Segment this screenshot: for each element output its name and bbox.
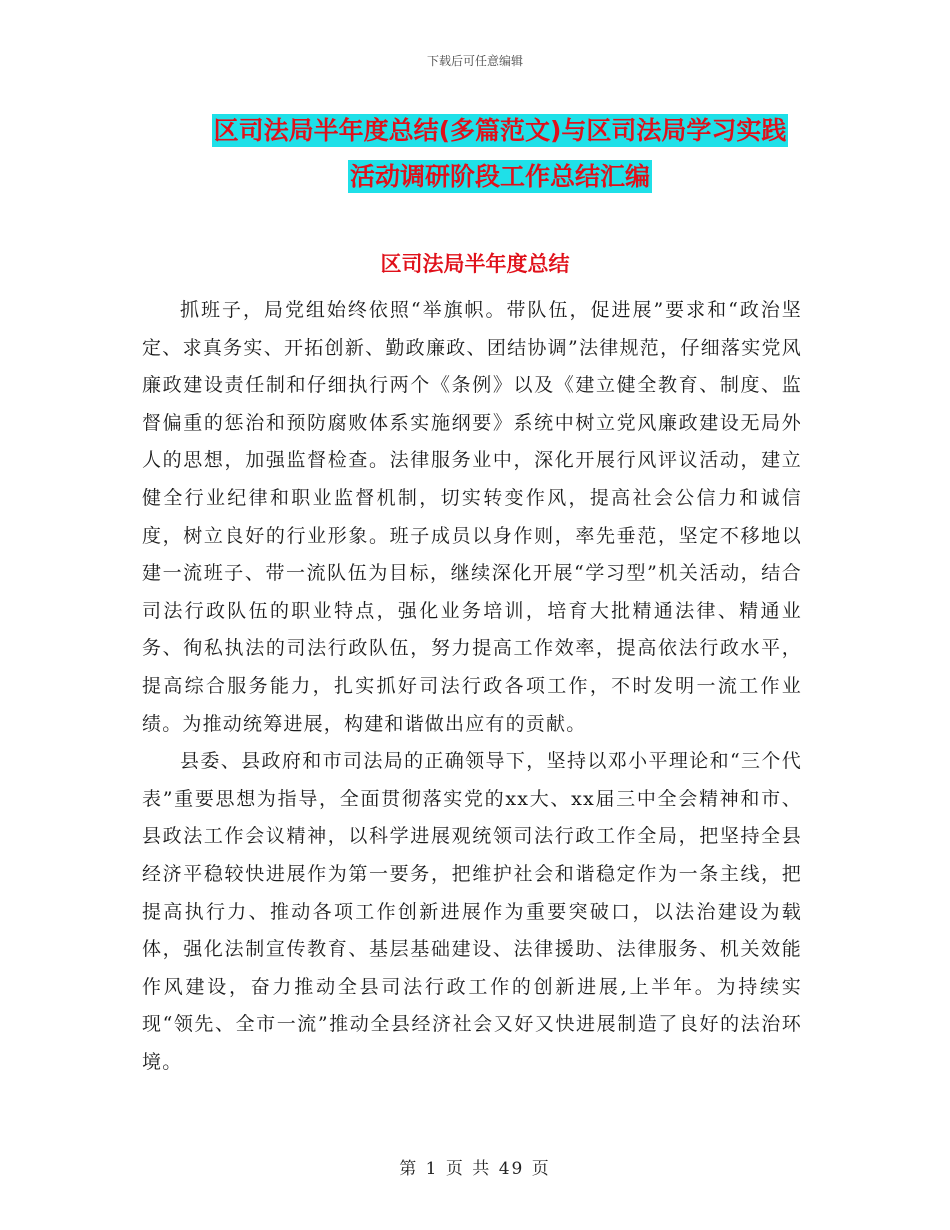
page-footer: 第 1 页 共 49 页 [399,1159,551,1179]
document-title-line-1 [160,108,840,154]
title-highlight-1: 区司法局半年度总结(多篇范文)与区司法局学习实践 [213,116,787,145]
document-title-line-2 [160,154,840,200]
paragraph: 抓班子，局党组始终依照“举旗帜。带队伍，促进展”要求和“政治坚定、求真务实、开拓创新、勤政廉政、团结协调”法律规范，仔细落实党风廉政建设责任制和仔细执行两个《条例》以及《建立健全教育、制度、监督偏重的惩治和预防腐败体系实施纲要》系统中树立党风廉政建设无局外人的思想，加强监督检查。法律服务业中，深化开展行风评议活动，建立健全行业纪律和职业监督机制，切实转变作风，提高社会公信力和诚信度，树立良好的行业形象。班子成员以身作则，率先垂范，坚定不移地以建一流班子、带一流队伍为目标，继续深化开展“学习型”机关活动，结合司法行政队伍的职业特点，强化业务培训，培育大批精通法律、精通业务、徇私执法的司法行政队伍，努力提高工作效率，提高依法行政水平，提高综合服务能力，扎实抓好司法行政各项工作，不时发明一流工作业绩。为推动统筹进展，构建和谐做出应有的贡献。 [142,299,802,735]
header-note: 下载后可任意编辑 [426,54,523,68]
document-title [160,108,840,200]
section-title: 区司法局半年度总结 [380,252,570,276]
body-text [142,292,802,1081]
paragraph: 县委、县政府和市司法局的正确领导下，坚持以邓小平理论和“三个代表”重要思想为指导，全面贯彻落实党的xx大、xx届三中全会精神和市、县政法工作会议精神，以科学进展观统领司法行政工作全局，把坚持全县经济平稳较快进展作为第一要务，把维护社会和谐稳定作为一条主线，把提高执行力、推动各项工作创新进展作为重要突破口，以法治建设为载体，强化法制宣传教育、基层基础建设、法律援助、法律服务、机关效能作风建设，奋力推动全县司法行政工作的创新进展,上半年。为持续实现“领先、全市一流”推动全县经济社会又好又快进展制造了良好的法治环境。 [142,750,802,1073]
title-highlight-2: 活动调研阶段工作总结汇编 [349,162,650,191]
